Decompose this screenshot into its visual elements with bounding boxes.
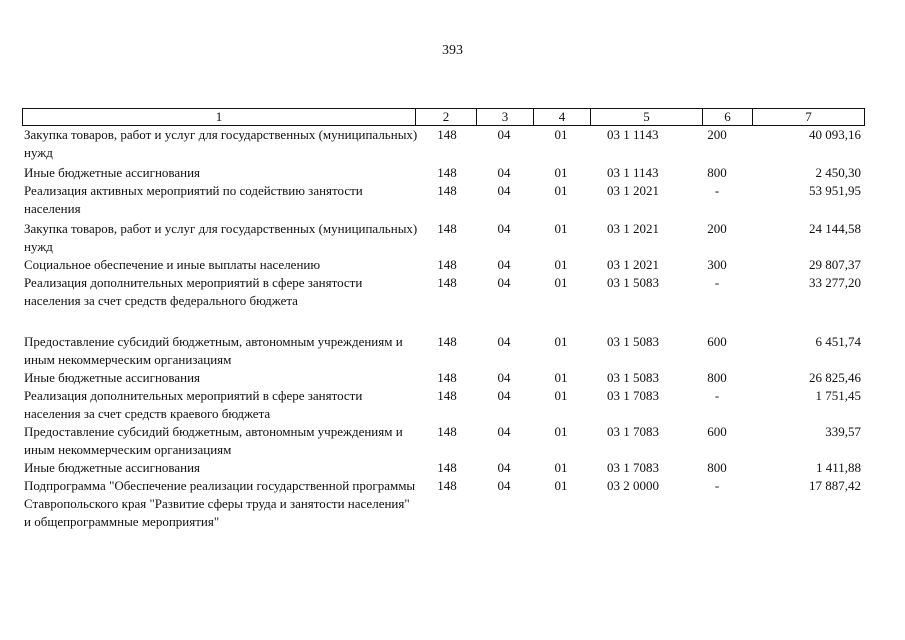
row-col-4: 01 (554, 275, 568, 290)
row-col-4: 01 (554, 460, 568, 475)
row-col-4: 01 (554, 257, 568, 272)
row-col-7: 1 751,45 (815, 388, 861, 403)
row-name: Иные бюджетные ассигнования (24, 460, 201, 475)
row-name: Реализация активных мероприятий по содействию занятости населения (24, 183, 363, 216)
row-name: Иные бюджетные ассигнования (24, 165, 201, 180)
row-col-7: 29 807,37 (809, 257, 861, 272)
header-col-7: 7 (805, 109, 812, 124)
row-col-3: 04 (497, 460, 511, 475)
row-col-3: 04 (497, 424, 511, 439)
row-col-4: 01 (554, 165, 568, 180)
row-col-3: 04 (497, 257, 511, 272)
row-col-2: 148 (437, 478, 457, 493)
row-col-5: 03 2 0000 (607, 478, 659, 493)
row-col-3: 04 (497, 334, 511, 349)
table-row (22, 164, 865, 182)
row-col-3: 04 (497, 275, 511, 290)
row-col-7: 6 451,74 (815, 334, 861, 349)
row-col-2: 148 (437, 165, 457, 180)
row-col-6: 300 (707, 257, 727, 272)
row-col-6: - (714, 275, 720, 290)
header-col-6: 6 (724, 109, 731, 124)
row-name: Реализация дополнительных мероприятий в сфере занятости населения за счет средств краевого бюджета (24, 388, 363, 421)
row-col-2: 148 (437, 183, 457, 198)
table-row (22, 274, 865, 310)
row-col-7: 24 144,58 (809, 221, 861, 236)
row-col-5: 03 1 5083 (607, 275, 659, 290)
row-col-5: 03 1 2021 (607, 221, 659, 236)
row-col-4: 01 (554, 183, 568, 198)
row-col-6: - (714, 478, 720, 493)
row-col-4: 01 (554, 221, 568, 236)
row-col-4: 01 (554, 388, 568, 403)
table-row (22, 423, 865, 459)
row-col-5: 03 1 2021 (607, 183, 659, 198)
row-name: Закупка товаров, работ и услуг для государственных (муниципальных) нужд (24, 127, 418, 160)
row-col-2: 148 (437, 388, 457, 403)
row-col-2: 148 (437, 370, 457, 385)
row-col-6: 600 (707, 334, 727, 349)
row-col-6: - (714, 388, 720, 403)
table-row (22, 182, 865, 218)
table-body (22, 126, 865, 531)
row-col-3: 04 (497, 165, 511, 180)
row-col-5: 03 1 5083 (607, 370, 659, 385)
row-col-5: 03 1 1143 (607, 165, 659, 180)
row-col-6: 800 (707, 460, 727, 475)
row-col-4: 01 (554, 370, 568, 385)
table-row (22, 126, 865, 162)
header-col-4: 4 (558, 109, 566, 124)
row-col-2: 148 (437, 424, 457, 439)
header-col-5: 5 (643, 109, 650, 124)
row-col-2: 148 (437, 334, 457, 349)
row-col-6: 800 (707, 370, 727, 385)
row-name: Иные бюджетные ассигнования (24, 370, 201, 385)
row-col-3: 04 (497, 478, 511, 493)
row-col-2: 148 (437, 460, 457, 475)
row-col-6: 200 (707, 221, 727, 236)
row-name: Социальное обеспечение и иные выплаты населению (24, 257, 321, 272)
row-col-7: 26 825,46 (809, 370, 861, 385)
row-col-6: - (714, 183, 720, 198)
row-col-7: 2 450,30 (815, 165, 861, 180)
row-name: Подпрограмма "Обеспечение реализации государственной программы Ставропольского края "Развитие сферы труда и занятости населения" и общепрограммные мероприятия" (24, 478, 416, 529)
row-name: Предоставление субсидий бюджетным, автономным учреждениям и иным некоммерческим организациям (24, 334, 403, 367)
row-col-5: 03 1 5083 (607, 334, 659, 349)
row-col-4: 01 (554, 127, 568, 142)
row-col-6: 600 (707, 424, 727, 439)
table-row (22, 369, 865, 387)
row-col-3: 04 (497, 127, 511, 142)
row-col-5: 03 1 2021 (607, 257, 659, 272)
row-col-2: 148 (437, 221, 457, 236)
row-col-4: 01 (554, 424, 568, 439)
row-col-4: 01 (554, 334, 568, 349)
row-col-3: 04 (497, 388, 511, 403)
row-col-5: 03 1 7083 (607, 388, 659, 403)
table-row (22, 459, 865, 477)
row-col-3: 04 (497, 370, 511, 385)
table-row (22, 256, 865, 274)
row-name: Закупка товаров, работ и услуг для государственных (муниципальных) нужд (24, 221, 418, 254)
table-header (22, 108, 865, 126)
row-col-7: 1 411,88 (815, 460, 861, 475)
row-col-7: 17 887,42 (809, 478, 861, 493)
table-row (22, 220, 865, 256)
row-col-7: 339,57 (825, 424, 861, 439)
row-col-5: 03 1 1143 (607, 127, 659, 142)
row-col-3: 04 (497, 183, 511, 198)
row-col-6: 200 (707, 127, 727, 142)
row-col-5: 03 1 7083 (607, 460, 659, 475)
row-col-3: 04 (497, 221, 511, 236)
row-col-5: 03 1 7083 (607, 424, 659, 439)
row-col-7: 33 277,20 (809, 275, 861, 290)
row-col-6: 800 (707, 165, 727, 180)
table-row (22, 387, 865, 423)
table-row (22, 477, 865, 531)
page-number: 393 (442, 43, 463, 58)
row-col-7: 40 093,16 (809, 127, 861, 142)
table-row (22, 333, 865, 369)
row-col-4: 01 (554, 478, 568, 493)
header-col-1: 1 (215, 109, 223, 124)
row-name: Реализация дополнительных мероприятий в сфере занятости населения за счет средств федерального бюджета (24, 275, 363, 308)
row-col-7: 53 951,95 (809, 183, 861, 198)
row-name: Предоставление субсидий бюджетным, автономным учреждениям и иным некоммерческим организациям (24, 424, 403, 457)
header-col-3: 3 (501, 109, 509, 124)
row-col-2: 148 (437, 127, 457, 142)
row-col-2: 148 (437, 275, 457, 290)
header-col-2: 2 (442, 109, 450, 124)
row-col-2: 148 (437, 257, 457, 272)
